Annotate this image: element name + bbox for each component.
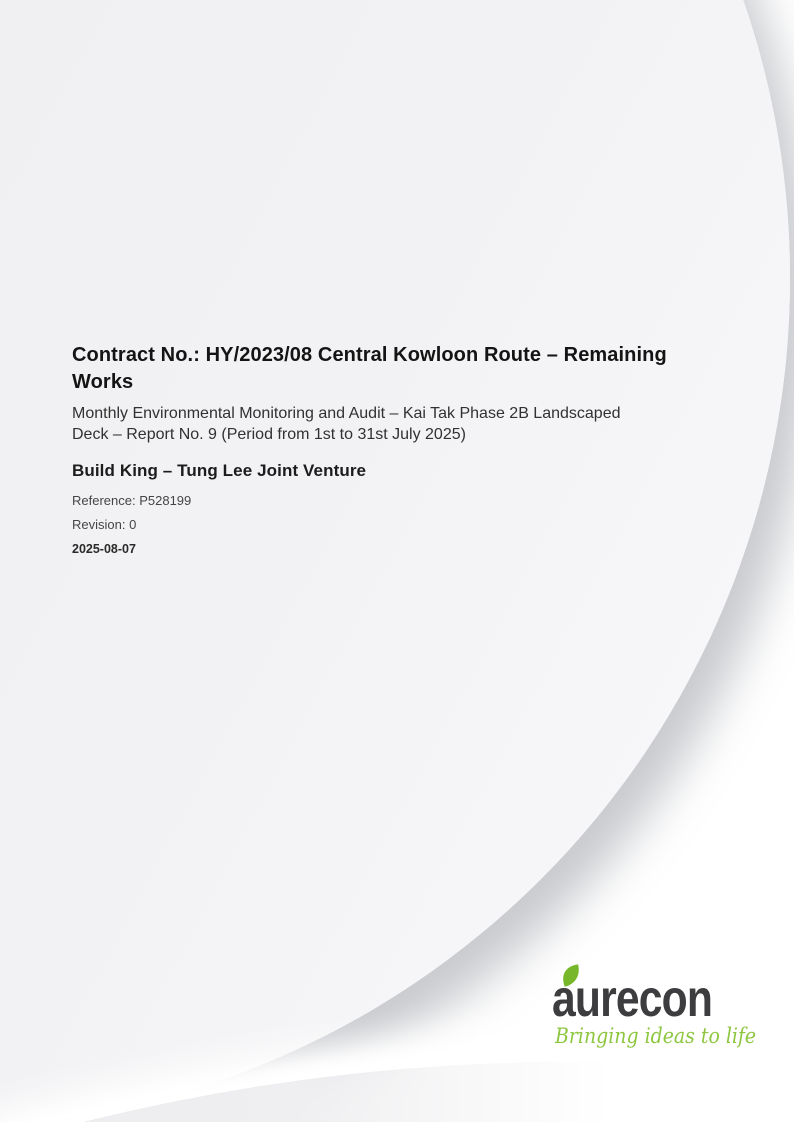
report-title-line-1: Contract No.: HY/2023/08 Central Kowloon Route – Remaining [72,344,667,366]
report-subtitle [72,403,734,445]
report-title [72,342,734,396]
aurecon-tagline: Bringing ideas to life [555,1024,757,1048]
report-date: 2025-08-07 [72,542,136,556]
report-subtitle-line-1: Monthly Environmental Monitoring and Audit – Kai Tak Phase 2B Landscaped [72,405,621,422]
report-subtitle-line-2: Deck – Report No. 9 (Period from 1st to 31st July 2025) [72,426,466,443]
organisation-name: Build King – Tung Lee Joint Venture [72,461,367,480]
reference-number: Reference: P528199 [72,493,192,508]
cover-text-block [72,342,734,557]
report-title-line-2: Works [72,371,134,393]
aurecon-wordmark: aurecon [552,970,713,1028]
aurecon-logo [552,960,757,1060]
revision-number: Revision: 0 [72,517,137,532]
